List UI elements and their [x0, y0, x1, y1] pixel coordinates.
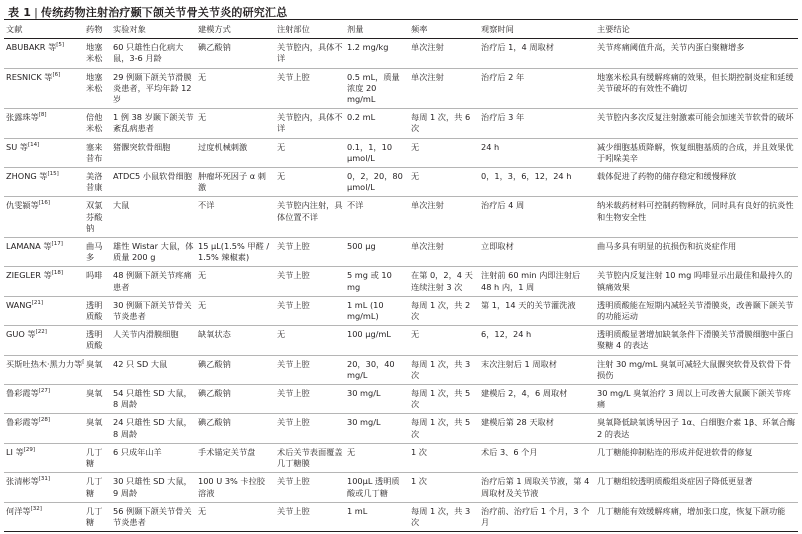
- observation-time-cell: 治疗后第 1 周取关节液，第 4 周取材及关节液: [479, 473, 595, 502]
- drug-cell: 透明质酸: [84, 326, 111, 355]
- dose-cell: 1 mL: [345, 502, 409, 531]
- conclusion-cell: 关节腔内多次反复注射激素可能会加速关节软骨的破坏: [595, 109, 798, 138]
- model-cell: 碘乙酸钠: [196, 39, 275, 68]
- table-caption: 传统药物注射治疗颞下颌关节骨关节炎的研究汇总: [41, 6, 288, 19]
- observation-time-cell: 建模后第 28 天取材: [479, 414, 595, 443]
- citation-number: [18]: [51, 270, 64, 277]
- frequency-cell: 每周 1 次，共 5 次: [409, 414, 479, 443]
- subject-cell: 雄性 Wistar 大鼠，体质量 200 g: [111, 238, 196, 267]
- table-row: [4, 385, 798, 414]
- citation-number: [15]: [47, 171, 59, 178]
- citation-number: [29]: [23, 446, 36, 453]
- frequency-cell: 每周 1 次，共 3 次: [409, 502, 479, 531]
- subject-cell: 54 只雄性 SD 大鼠，8 周龄: [111, 385, 196, 414]
- model-cell: 无: [196, 267, 275, 296]
- subject-cell: 29 例颞下颌关节滑膜炎患者，平均年龄 12 岁: [111, 68, 196, 109]
- table-row: [4, 238, 798, 267]
- subject-cell: 42 只 SD 大鼠: [111, 355, 196, 384]
- site-cell: 关节上腔: [275, 296, 345, 325]
- site-cell: 无: [275, 138, 345, 167]
- header-dose: 剂量: [345, 20, 409, 39]
- conclusion-cell: 纳米载药材料可控制药物释放，同时具有良好的抗炎性和生物安全性: [595, 197, 798, 238]
- frequency-cell: 单次注射: [409, 39, 479, 68]
- reference-author: 买斯吐热木·黑力力等: [6, 358, 83, 369]
- dose-cell: 20，30，40 mg/L: [345, 355, 409, 384]
- drug-cell: 双氯芬酸钠: [84, 197, 111, 238]
- citation-number: [6]: [52, 71, 61, 78]
- reference-cell: [4, 443, 84, 472]
- model-cell: 无: [196, 109, 275, 138]
- table-row: [4, 296, 798, 325]
- observation-time-cell: 治疗前、治疗后 1 个月，3 个月: [479, 502, 595, 531]
- site-cell: 关节上腔: [275, 267, 345, 296]
- subject-cell: ATDC5 小鼠软骨细胞: [111, 168, 196, 197]
- drug-cell: 吗啡: [84, 267, 111, 296]
- conclusion-cell: 地塞米松具有缓解疼痛的效果，但长期控制炎症和延缓关节破坏的有效性不确切: [595, 68, 798, 109]
- header-row: [4, 20, 798, 39]
- dose-cell: 1.2 mg/kg: [345, 39, 409, 68]
- conclusion-cell: 曲马多具有明显的抗损伤和抗炎症作用: [595, 238, 798, 267]
- header-site: 注射部位: [275, 20, 345, 39]
- reference-cell: [4, 502, 84, 531]
- frequency-cell: 每周 1 次，共 3 次: [409, 355, 479, 384]
- table-header: [4, 20, 798, 39]
- model-cell: 过度机械刺激: [196, 138, 275, 167]
- model-cell: 碘乙酸钠: [196, 355, 275, 384]
- conclusion-cell: 几丁糖能抑制粘连的形成并促进软骨的修复: [595, 443, 798, 472]
- reference-cell: [4, 296, 84, 325]
- reference-author: ZHONG 等: [6, 171, 48, 182]
- observation-time-cell: 建模后 2，4，6 周取材: [479, 385, 595, 414]
- frequency-cell: 单次注射: [409, 197, 479, 238]
- reference-author: 张露珠等: [6, 112, 39, 123]
- header-frequency: 频率: [409, 20, 479, 39]
- observation-time-cell: 治疗后 2 年: [479, 68, 595, 109]
- citation-number: [14]: [27, 141, 40, 148]
- drug-cell: 倍他米松: [84, 109, 111, 138]
- drug-cell: 臭氧: [84, 355, 111, 384]
- site-cell: 关节腔内注射，具体位置不详: [275, 197, 345, 238]
- table-row: [4, 267, 798, 296]
- observation-time-cell: 0，1，3，6，12，24 h: [479, 168, 595, 197]
- conclusion-cell: 关节疼痛阈值升高，关节内蛋白聚糖增多: [595, 39, 798, 68]
- citation-number: [82, 359, 84, 365]
- citation-number: [22]: [35, 329, 47, 336]
- drug-cell: 地塞米松: [84, 68, 111, 109]
- dose-cell: 0，2，20，80 μmol/L: [345, 168, 409, 197]
- observation-time-cell: 6，12，24 h: [479, 326, 595, 355]
- table-row: [4, 197, 798, 238]
- subject-cell: 大鼠: [111, 197, 196, 238]
- dose-cell: 不详: [345, 197, 409, 238]
- conclusion-cell: 注射 30 mg/mL 臭氧可减轻大鼠髁突软骨及软骨下骨损伤: [595, 355, 798, 384]
- model-cell: 手术锚定关节盘: [196, 443, 275, 472]
- table-row: [4, 68, 798, 109]
- reference-author: RESNICK 等: [6, 71, 53, 82]
- reference-cell: [4, 68, 84, 109]
- site-cell: 关节上腔: [275, 385, 345, 414]
- table-row: [4, 502, 798, 531]
- conclusion-cell: 关节腔内反复注射 10 mg 吗啡显示出最佳和最持久的镇痛效果: [595, 267, 798, 296]
- citation-number: [8]: [38, 112, 47, 119]
- table-row: [4, 168, 798, 197]
- reference-cell: [4, 267, 84, 296]
- header-subject: 实验对象: [111, 20, 196, 39]
- frequency-cell: 每周 1 次，共 5 次: [409, 385, 479, 414]
- dose-cell: 0.1，1，10 μmol/L: [345, 138, 409, 167]
- dose-cell: 0.2 mL: [345, 109, 409, 138]
- reference-cell: [4, 238, 84, 267]
- table-row: [4, 443, 798, 472]
- reference-author: ABUBAKR 等: [6, 42, 57, 53]
- model-cell: 肿瘤坏死因子 α 刺激: [196, 168, 275, 197]
- dose-cell: 500 μg: [345, 238, 409, 267]
- conclusion-cell: 透明质酸显著增加缺氧条件下滑膜关节滑膜细胞中蛋白聚糖 4 的表达: [595, 326, 798, 355]
- dose-cell: 100 μg/mL: [345, 326, 409, 355]
- drug-cell: 几丁糖: [84, 473, 111, 502]
- header-conclusion: 主要结论: [595, 20, 798, 39]
- site-cell: 关节上腔: [275, 414, 345, 443]
- site-cell: 关节上腔: [275, 502, 345, 531]
- frequency-cell: 1 次: [409, 443, 479, 472]
- drug-cell: 臭氧: [84, 414, 111, 443]
- observation-time-cell: 第 1，14 天的关节灌洗液: [479, 296, 595, 325]
- frequency-cell: 1 次: [409, 473, 479, 502]
- conclusion-cell: 透明质酸能在短期内减轻关节滑膜炎，改善颞下颌关节的功能运动: [595, 296, 798, 325]
- header-model: 建模方式: [196, 20, 275, 39]
- header-observation-time: 观察时间: [479, 20, 595, 39]
- study-summary-table: [4, 19, 798, 532]
- drug-cell: 塞来昔布: [84, 138, 111, 167]
- table-row: [4, 109, 798, 138]
- site-cell: 无: [275, 326, 345, 355]
- reference-cell: [4, 414, 84, 443]
- conclusion-cell: 几丁糖能有效缓解疼痛，增加张口度，恢复下颌功能: [595, 502, 798, 531]
- subject-cell: 30 只雄性 SD 大鼠，9 周龄: [111, 473, 196, 502]
- conclusion-cell: 减少细胞基质降解，恢复细胞基质的合成，并且效果优于吲哚美辛: [595, 138, 798, 167]
- model-cell: 缺氧状态: [196, 326, 275, 355]
- drug-cell: 臭氧: [84, 385, 111, 414]
- reference-cell: [4, 168, 84, 197]
- reference-cell: [4, 355, 84, 384]
- header-drug: 药物: [84, 20, 111, 39]
- reference-cell: [4, 473, 84, 502]
- observation-time-cell: 术后 3、6 个月: [479, 443, 595, 472]
- subject-cell: 24 只雄性 SD 大鼠，8 周龄: [111, 414, 196, 443]
- citation-number: [27]: [38, 388, 51, 395]
- reference-author: LAMANA 等: [6, 241, 52, 252]
- site-cell: 关节上腔: [275, 238, 345, 267]
- dose-cell: 30 mg/L: [345, 385, 409, 414]
- drug-cell: 地塞米松: [84, 39, 111, 68]
- site-cell: 无: [275, 168, 345, 197]
- table-title: [8, 4, 287, 20]
- table-row: [4, 326, 798, 355]
- dose-cell: 0.5 mL，质量浓度 20 mg/mL: [345, 68, 409, 109]
- subject-cell: 30 例颞下颌关节骨关节炎患者: [111, 296, 196, 325]
- header-reference: 文献: [4, 20, 84, 39]
- model-cell: 无: [196, 68, 275, 109]
- observation-time-cell: 24 h: [479, 138, 595, 167]
- drug-cell: 几丁糖: [84, 443, 111, 472]
- site-cell: 关节上腔: [275, 473, 345, 502]
- dose-cell: 无: [345, 443, 409, 472]
- drug-cell: 几丁糖: [84, 502, 111, 531]
- site-cell: 关节腔内，具体不详: [275, 109, 345, 138]
- observation-time-cell: 立即取材: [479, 238, 595, 267]
- citation-number: [31]: [38, 476, 51, 483]
- subject-cell: 人关节内滑膜细胞: [111, 326, 196, 355]
- reference-author: SU 等: [6, 141, 28, 152]
- dose-cell: 30 mg/L: [345, 414, 409, 443]
- model-cell: 不详: [196, 197, 275, 238]
- subject-cell: 1 例 38 岁颞下颌关节紊乱病患者: [111, 109, 196, 138]
- reference-author: 何洋等: [6, 505, 31, 516]
- site-cell: 关节上腔: [275, 68, 345, 109]
- observation-time-cell: 治疗后 3 年: [479, 109, 595, 138]
- citation-number: [16]: [38, 200, 51, 207]
- reference-cell: [4, 197, 84, 238]
- conclusion-cell: 30 mg/L 臭氧治疗 3 周以上可改善大鼠颞下颌关节疼痛: [595, 385, 798, 414]
- subject-cell: 56 例颞下颌关节骨关节炎患者: [111, 502, 196, 531]
- model-cell: 15 μL(1.5% 甲醛 / 1.5% 辣椒素): [196, 238, 275, 267]
- site-cell: 术后关节表面覆盖几丁糖膜: [275, 443, 345, 472]
- subject-cell: 60 只雄性白化病大鼠，3-6 月龄: [111, 39, 196, 68]
- citation-number: [32]: [30, 505, 42, 512]
- frequency-cell: 无: [409, 168, 479, 197]
- model-cell: 无: [196, 502, 275, 531]
- table-row: [4, 414, 798, 443]
- table-row: [4, 39, 798, 68]
- frequency-cell: 无: [409, 326, 479, 355]
- dose-cell: 100μL 透明质酸或几丁糖: [345, 473, 409, 502]
- reference-cell: [4, 39, 84, 68]
- reference-author: 鲁彩霞等: [6, 388, 39, 399]
- model-cell: 无: [196, 296, 275, 325]
- frequency-cell: 单次注射: [409, 68, 479, 109]
- reference-cell: [4, 385, 84, 414]
- title-separator: |: [34, 6, 38, 19]
- table-row: [4, 355, 798, 384]
- table-body: [4, 39, 798, 532]
- conclusion-cell: 臭氧降低缺氧诱导因子 1α、白细胞介素 1β、环氧合酶 2 的表达: [595, 414, 798, 443]
- subject-cell: 6 只成年山羊: [111, 443, 196, 472]
- reference-cell: [4, 138, 84, 167]
- model-cell: 碘乙酸钠: [196, 414, 275, 443]
- drug-cell: 透明质酸: [84, 296, 111, 325]
- site-cell: 关节腔内，具体不详: [275, 39, 345, 68]
- frequency-cell: 每周 1 次，共 2 次: [409, 296, 479, 325]
- reference-author: ZIEGLER 等: [6, 270, 52, 281]
- reference-cell: [4, 109, 84, 138]
- subject-cell: 猪髁突软骨细胞: [111, 138, 196, 167]
- drug-cell: 美洛昔康: [84, 168, 111, 197]
- citation-number: [21]: [31, 299, 44, 306]
- observation-time-cell: 末次注射后 1 周取材: [479, 355, 595, 384]
- reference-cell: [4, 326, 84, 355]
- frequency-cell: 每周 1 次，共 6 次: [409, 109, 479, 138]
- frequency-cell: 在第 0，2，4 天连续注射 3 次: [409, 267, 479, 296]
- frequency-cell: 无: [409, 138, 479, 167]
- reference-author: 仇雯颍等: [6, 200, 39, 211]
- table-row: [4, 473, 798, 502]
- frequency-cell: 单次注射: [409, 238, 479, 267]
- conclusion-cell: 载体促进了药物的储存稳定和缓慢释放: [595, 168, 798, 197]
- reference-author: LI 等: [6, 446, 24, 457]
- observation-time-cell: 治疗后 1，4 周取材: [479, 39, 595, 68]
- observation-time-cell: 注射前 60 min 内即注射后 48 h 内，1 周: [479, 267, 595, 296]
- subject-cell: 48 例颞下颌关节疼痛患者: [111, 267, 196, 296]
- reference-author: 张清彬等: [6, 476, 39, 487]
- citation-number: [5]: [56, 42, 65, 49]
- dose-cell: 5 mg 或 10 mg: [345, 267, 409, 296]
- citation-number: [17]: [51, 241, 63, 248]
- drug-cell: 曲马多: [84, 238, 111, 267]
- site-cell: 关节上腔: [275, 355, 345, 384]
- reference-author: 鲁彩霞等: [6, 417, 39, 428]
- table-label: 表 1: [8, 6, 32, 19]
- citation-number: [28]: [38, 417, 51, 424]
- reference-author: GUO 等: [6, 329, 36, 340]
- model-cell: 碘乙酸钠: [196, 385, 275, 414]
- conclusion-cell: 几丁糖组较透明质酸组炎症因子降低更显著: [595, 473, 798, 502]
- reference-author: WANG: [6, 299, 32, 310]
- dose-cell: 1 mL (10 mg/mL): [345, 296, 409, 325]
- observation-time-cell: 治疗后 4 周: [479, 197, 595, 238]
- table-row: [4, 138, 798, 167]
- model-cell: 100 U 3% 卡拉胶溶液: [196, 473, 275, 502]
